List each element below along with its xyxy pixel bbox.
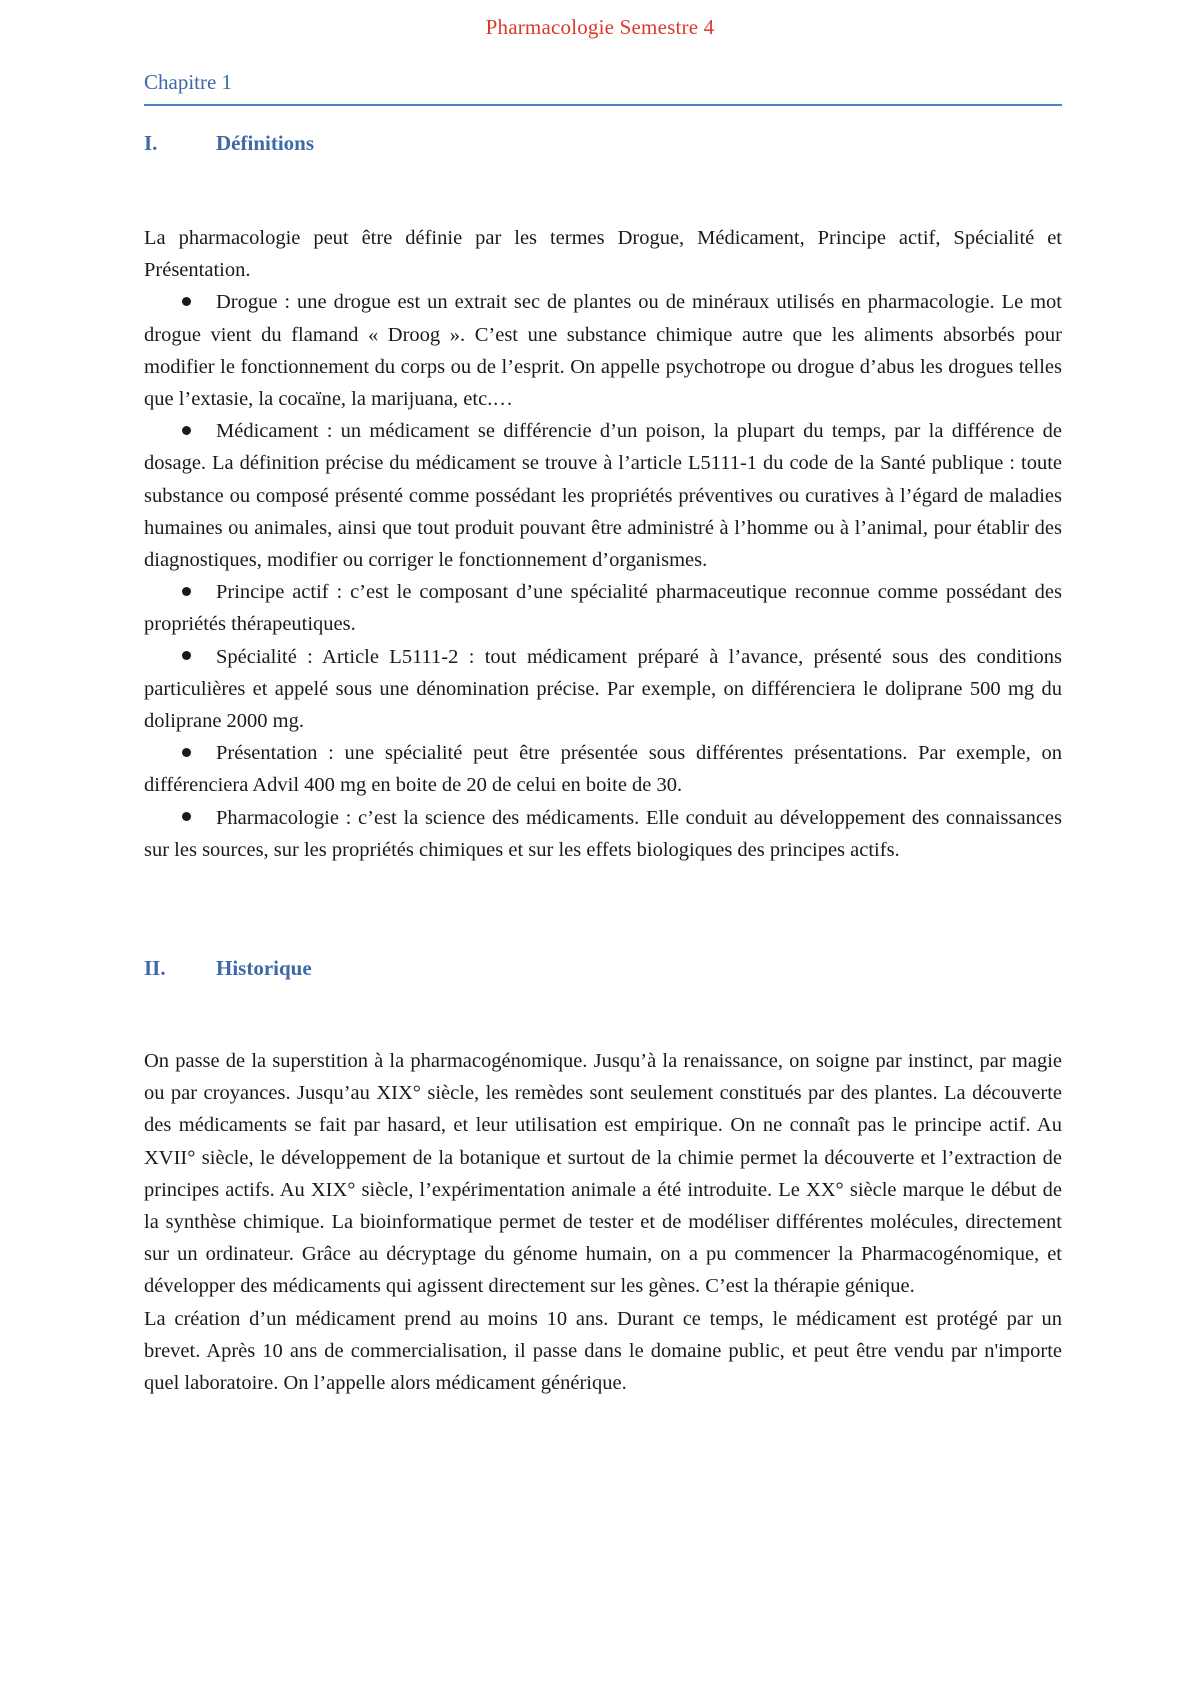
list-item	[144, 802, 1062, 866]
bullet-icon	[182, 641, 194, 673]
list-item-text: Spécialité : Article L5111-2 : tout médicament préparé à l’avance, présenté sous des conditions particulières et appelé sous une dénomination précise. Par exemple, on différenciera le doliprane 500 mg du doliprane 2000 mg.	[144, 645, 1062, 733]
section-title: Historique	[216, 956, 312, 980]
chapter-rule	[144, 104, 1062, 106]
list-item	[144, 641, 1062, 738]
chapter-title: Chapitre 1	[144, 70, 233, 94]
list-item-text: Principe actif : c’est le composant d’une spécialité pharmaceutique reconnue comme possédant des propriétés thérapeutiques.	[144, 581, 1062, 636]
list-item	[144, 415, 1062, 576]
list-item	[144, 737, 1062, 801]
section-heading-historique	[144, 956, 312, 981]
list-item-text: Présentation : une spécialité peut être présentée sous différentes présentations. Par exemple, on différenciera Advil 400 mg en boite de 20 de celui en boite de 30.	[144, 742, 1062, 797]
definitions-body	[144, 222, 1062, 866]
running-header: Pharmacologie Semestre 4	[485, 15, 715, 39]
bullet-icon	[182, 802, 194, 834]
bullet-icon	[182, 286, 194, 318]
history-paragraph: La création d’un médicament prend au moins 10 ans. Durant ce temps, le médicament est protégé par un brevet. Après 10 ans de commercialisation, il passe dans le domaine public, et peut être vendu par n'importe quel laboratoire. On l’appelle alors médicament générique.	[144, 1307, 1062, 1395]
bullet-icon	[182, 737, 194, 769]
bullet-icon	[182, 415, 194, 447]
list-item-text: Drogue : une drogue est un extrait sec de plantes ou de minéraux utilisés en pharmacologie. Le mot drogue vient du flamand « Droog ». C’est une substance chimique autre que les aliments absorbés pour modifier le fonctionnement du corps ou de l’esprit. On appelle psychotrope ou drogue d’abus les drogues telles que l’extasie, la cocaïne, la marijuana, etc.…	[144, 291, 1062, 411]
section-title: Définitions	[216, 131, 315, 155]
intro-paragraph: La pharmacologie peut être définie par les termes Drogue, Médicament, Principe actif, Spécialité et Présentation.	[144, 227, 1062, 282]
list-item-text: Pharmacologie : c’est la science des médicaments. Elle conduit au développement des connaissances sur les sources, sur les propriétés chimiques et sur les effets biologiques des principes actifs.	[144, 806, 1062, 861]
list-item-text: Médicament : un médicament se différencie d’un poison, la plupart du temps, par la différence de dosage. La définition précise du médicament se trouve à l’article L5111-1 du code de la Santé publique : toute substance ou composé présenté comme possédant les propriétés préventives ou curatives à l’égard de maladies humaines ou animales, ainsi que tout produit pouvant être administré à l’homme ou à l’animal, pour établir des diagnostiques, modifier ou corriger le fonctionnement d’organismes.	[144, 420, 1062, 572]
list-item	[144, 286, 1062, 415]
historique-body	[144, 1045, 1062, 1399]
history-paragraph: On passe de la superstition à la pharmacogénomique. Jusqu’à la renaissance, on soigne par instinct, par magie ou par croyances. Jusqu’au XIX° siècle, les remèdes sont seulement constitués par des plantes. La découverte des médicaments se fait par hasard, et leur utilisation est empirique. On ne connaît pas le principe actif. Au XVII° siècle, le développement de la botanique et surtout de la chimie permet la découverte et l’extraction de principes actifs. Au XIX° siècle, l’expérimentation animale a été introduite. Le XX° siècle marque le début de la synthèse chimique. La bioinformatique permet de tester et de modéliser différentes molécules, directement sur un ordinateur. Grâce au décryptage du génome humain, on a pu commencer la Pharmacogénomique, et développer des médicaments qui agissent directement sur les gènes. C’est la thérapie génique.	[144, 1050, 1062, 1298]
section-number: I.	[144, 131, 158, 155]
list-item	[144, 576, 1062, 640]
bullet-icon	[182, 576, 194, 608]
section-number: II.	[144, 956, 166, 980]
section-heading-definitions	[144, 131, 314, 156]
